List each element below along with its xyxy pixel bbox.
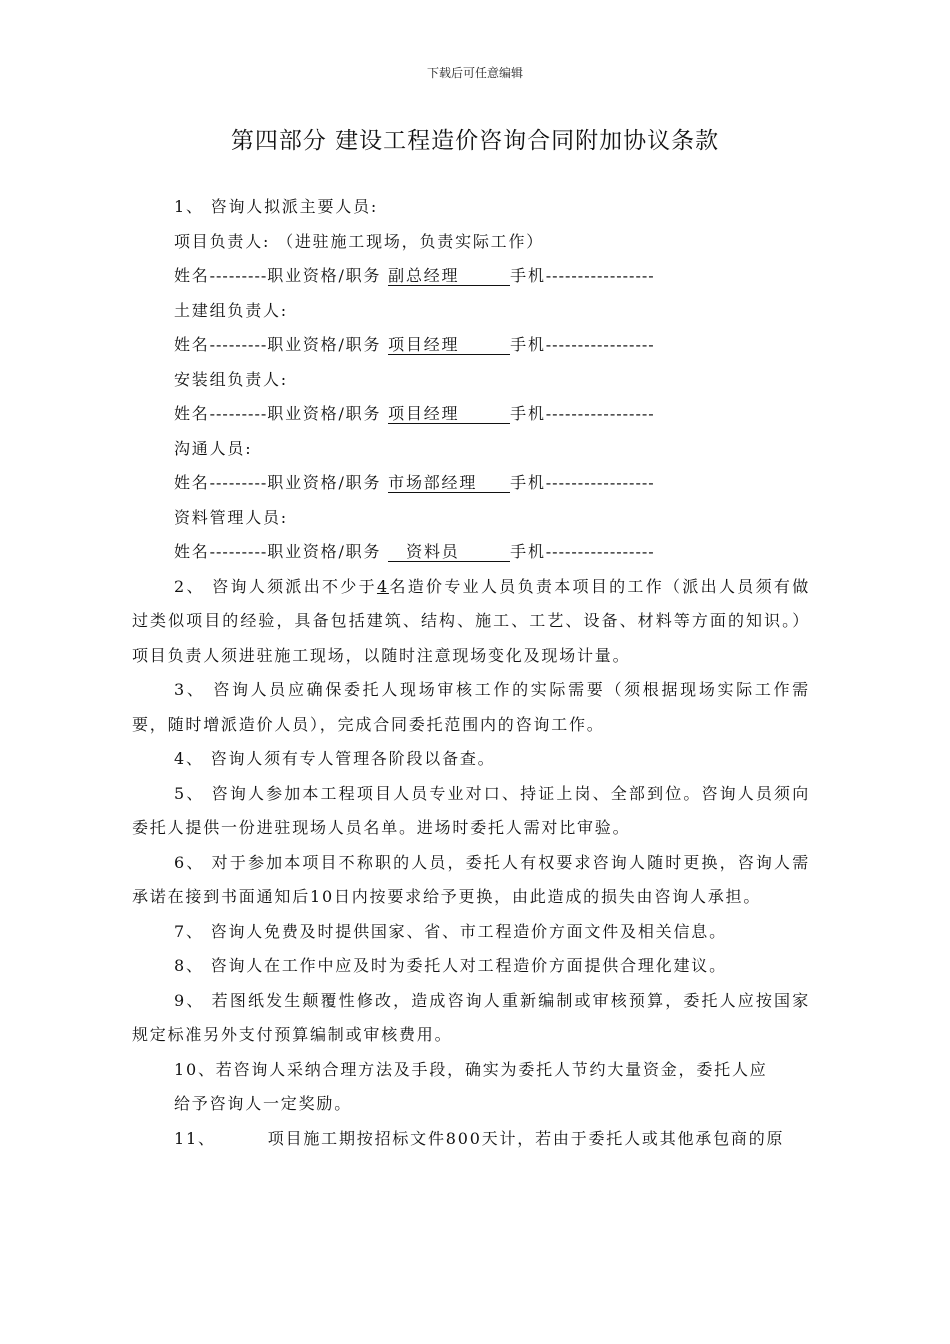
clause-9: 9、 若图纸发生颠覆性修改，造成咨询人重新编制或审核预算，委托人应按国家规定标准另外支付预算编制或审核费用。 <box>132 990 810 1044</box>
name-label: 姓名 <box>174 266 210 285</box>
clause-11 <box>132 1122 810 1157</box>
name-label: 姓名 <box>174 473 210 492</box>
staff-row <box>132 259 810 294</box>
clause-2-post: 名造价专业人员负责本项目的工作（派出人员须有做过类似项目的经验，具备包括建筑、结构、施工、工艺、设备、材料等方面的知识。）项目负责人须进驻施工现场，以随时注意现场变化及现场计量。 <box>132 576 810 665</box>
role-label: 职业资格/职务 <box>267 542 382 561</box>
staff-row <box>132 397 810 432</box>
phone-label: 手机 <box>510 473 546 492</box>
phone-blank: ----------------- <box>545 542 655 561</box>
name-label: 姓名 <box>174 404 210 423</box>
document-body <box>132 190 810 1156</box>
name-blank: --------- <box>209 335 268 354</box>
document-title: 第四部分 建设工程造价咨询合同附加协议条款 <box>230 128 720 154</box>
name-label: 姓名 <box>174 542 210 561</box>
name-label: 姓名 <box>174 335 210 354</box>
phone-blank: ----------------- <box>545 404 655 423</box>
clause-1-intro: 1、 咨询人拟派主要人员: <box>174 197 379 216</box>
staff-group-heading: 土建组负责人: <box>174 300 288 320</box>
role-label: 职业资格/职务 <box>267 266 382 285</box>
clause-2-pre: 2、 咨询人须派出不少于 <box>174 576 377 596</box>
phone-blank: ----------------- <box>545 266 655 285</box>
staff-group-heading: 安装组负责人: <box>174 369 288 389</box>
phone-label: 手机 <box>510 335 546 354</box>
role-value: 资料员 <box>388 543 510 562</box>
clause-11-text: 项目施工期按招标文件800天计，若由于委托人或其他承包商的原 <box>267 1128 785 1148</box>
phone-label: 手机 <box>510 404 546 423</box>
role-label: 职业资格/职务 <box>267 473 382 492</box>
staff-row <box>132 466 810 501</box>
role-value: 副总经理 <box>388 267 510 286</box>
page-header-note: 下载后可任意编辑 <box>426 66 523 80</box>
clause-11-number: 11、 <box>174 1128 216 1148</box>
clause-6: 6、 对于参加本项目不称职的人员，委托人有权要求咨询人随时更换，咨询人需承诺在接到书面通知后10日内按要求给予更换，由此造成的损失由咨询人承担。 <box>132 852 810 906</box>
role-value: 项目经理 <box>388 405 510 424</box>
name-blank: --------- <box>209 542 268 561</box>
phone-label: 手机 <box>510 542 546 561</box>
staff-group-heading: 项目负责人: （进驻施工现场，负责实际工作） <box>174 231 545 251</box>
staff-group-heading: 资料管理人员: <box>174 507 288 527</box>
role-value: 市场部经理 <box>388 474 510 493</box>
clause-4: 4、 咨询人须有专人管理各阶段以备查。 <box>174 749 496 768</box>
role-label: 职业资格/职务 <box>267 404 382 423</box>
clause-5: 5、 咨询人参加本工程项目人员专业对口、持证上岗、全部到位。咨询人员须向委托人提供一份进驻现场人员名单。进场时委托人需对比审验。 <box>132 783 810 837</box>
clause-10-line-2: 给予咨询人一定奖励。 <box>174 1094 353 1113</box>
role-value: 项目经理 <box>388 336 510 355</box>
clause-3: 3、 咨询人员应确保委托人现场审核工作的实际需要（须根据现场实际工作需要，随时增派造价人员），完成合同委托范围内的咨询工作。 <box>132 680 810 734</box>
role-label: 职业资格/职务 <box>267 335 382 354</box>
name-blank: --------- <box>209 404 268 423</box>
clause-2 <box>132 570 810 674</box>
phone-label: 手机 <box>510 266 546 285</box>
name-blank: --------- <box>209 266 268 285</box>
phone-blank: ----------------- <box>545 473 655 492</box>
staff-row <box>132 535 810 570</box>
staff-row <box>132 328 810 363</box>
clause-10-line-1: 10、若咨询人采纳合理方法及手段，确实为委托人节约大量资金，委托人应 <box>174 1059 768 1079</box>
phone-blank: ----------------- <box>545 335 655 354</box>
staff-group-heading: 沟通人员: <box>174 438 253 458</box>
clause-2-count: 4 <box>376 576 389 596</box>
clause-8: 8、 咨询人在工作中应及时为委托人对工程造价方面提供合理化建议。 <box>174 956 727 975</box>
name-blank: --------- <box>209 473 268 492</box>
clause-7: 7、 咨询人免费及时提供国家、省、市工程造价方面文件及相关信息。 <box>174 921 727 941</box>
